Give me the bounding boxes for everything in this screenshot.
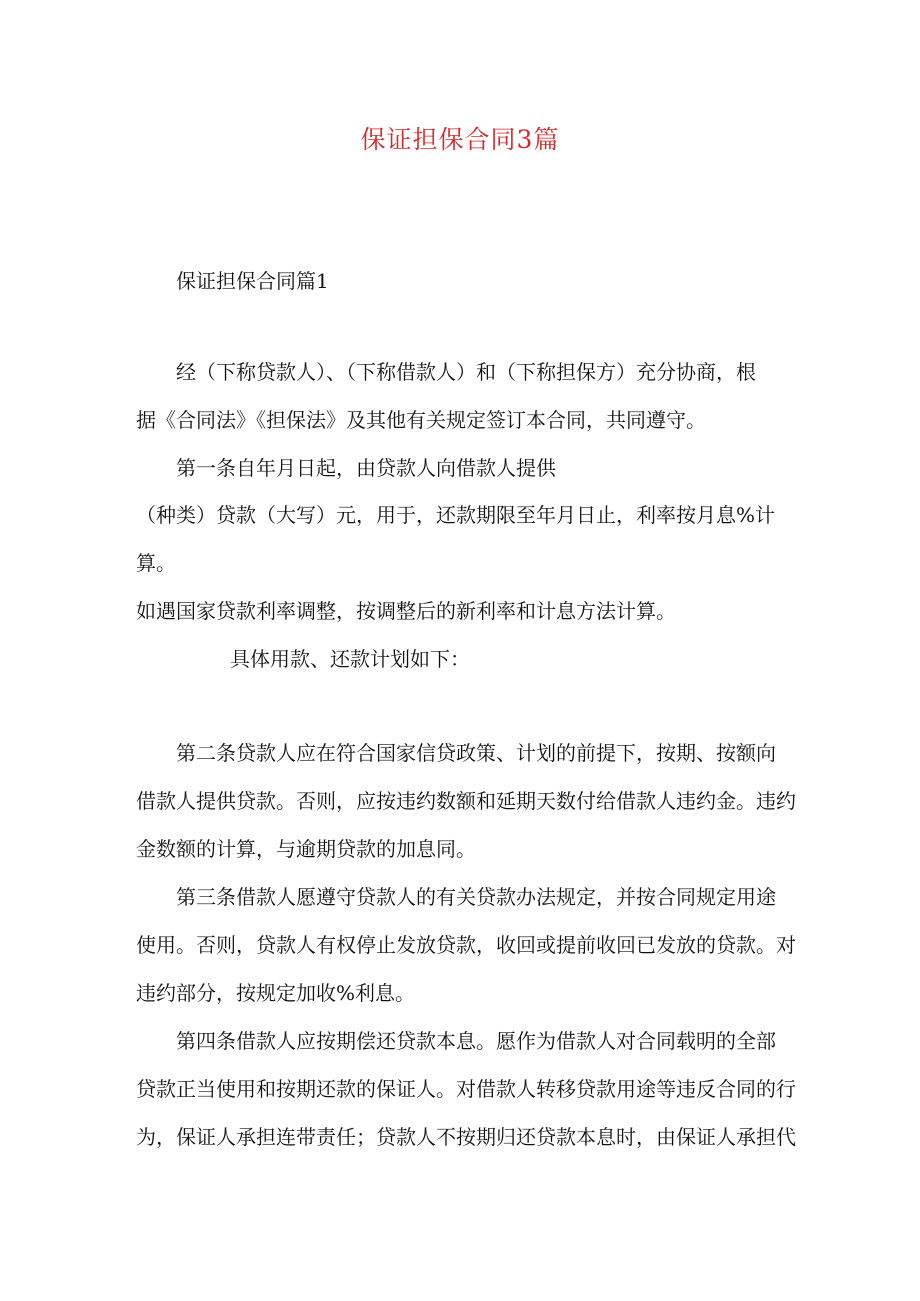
paragraph-line: 第四条借款人应按期偿还贷款本息。愿作为借款人对合同载明的全部 [176,1029,776,1053]
paragraph-line: 第二条贷款人应在符合国家信贷政策、计划的前提下，按期、按额向 [176,741,776,765]
paragraph-line: 金数额的计算，与逾期贷款的加息同。 [136,837,476,861]
paragraph-line: 为，保证人承担连带责任；贷款人不按期归还贷款本息时，由保证人承担代 [136,1125,796,1149]
paragraph-line: 据《合同法》《担保法》及其他有关规定签订本合同，共同遵守。 [136,408,706,432]
paragraph-line: 贷款正当使用和按期还款的保证人。对借款人转移贷款用途等违反合同的行 [136,1077,796,1101]
paragraph-line: 算。 [136,551,176,575]
paragraph-line: （种类）贷款（大写）元，用于，还款期限至年月日止，利率按月息%计 [136,503,776,527]
paragraph-line: 第三条借款人愿遵守贷款人的有关贷款办法规定，并按合同规定用途 [176,885,776,909]
paragraph-line: 使用。否则，贷款人有权停止发放贷款，收回或提前收回已发放的贷款。对 [136,933,796,957]
paragraph-line: 经（下称贷款人）、（下称借款人）和（下称担保方）充分协商，根 [176,360,756,384]
paragraph-line: 违约部分，按规定加收%利息。 [136,981,416,1005]
paragraph-line: 第一条自年月日起，由贷款人向借款人提供 [176,456,556,480]
paragraph-line: 具体用款、还款计划如下： [230,647,470,671]
document-title: 保证担保合同3篇 [360,125,560,154]
section-title: 保证担保合同篇1 [176,269,329,293]
paragraph-line: 借款人提供贷款。否则，应按违约数额和延期天数付给借款人违约金。违约 [136,789,796,813]
paragraph-line: 如遇国家贷款利率调整，按调整后的新利率和计息方法计算。 [136,599,676,623]
